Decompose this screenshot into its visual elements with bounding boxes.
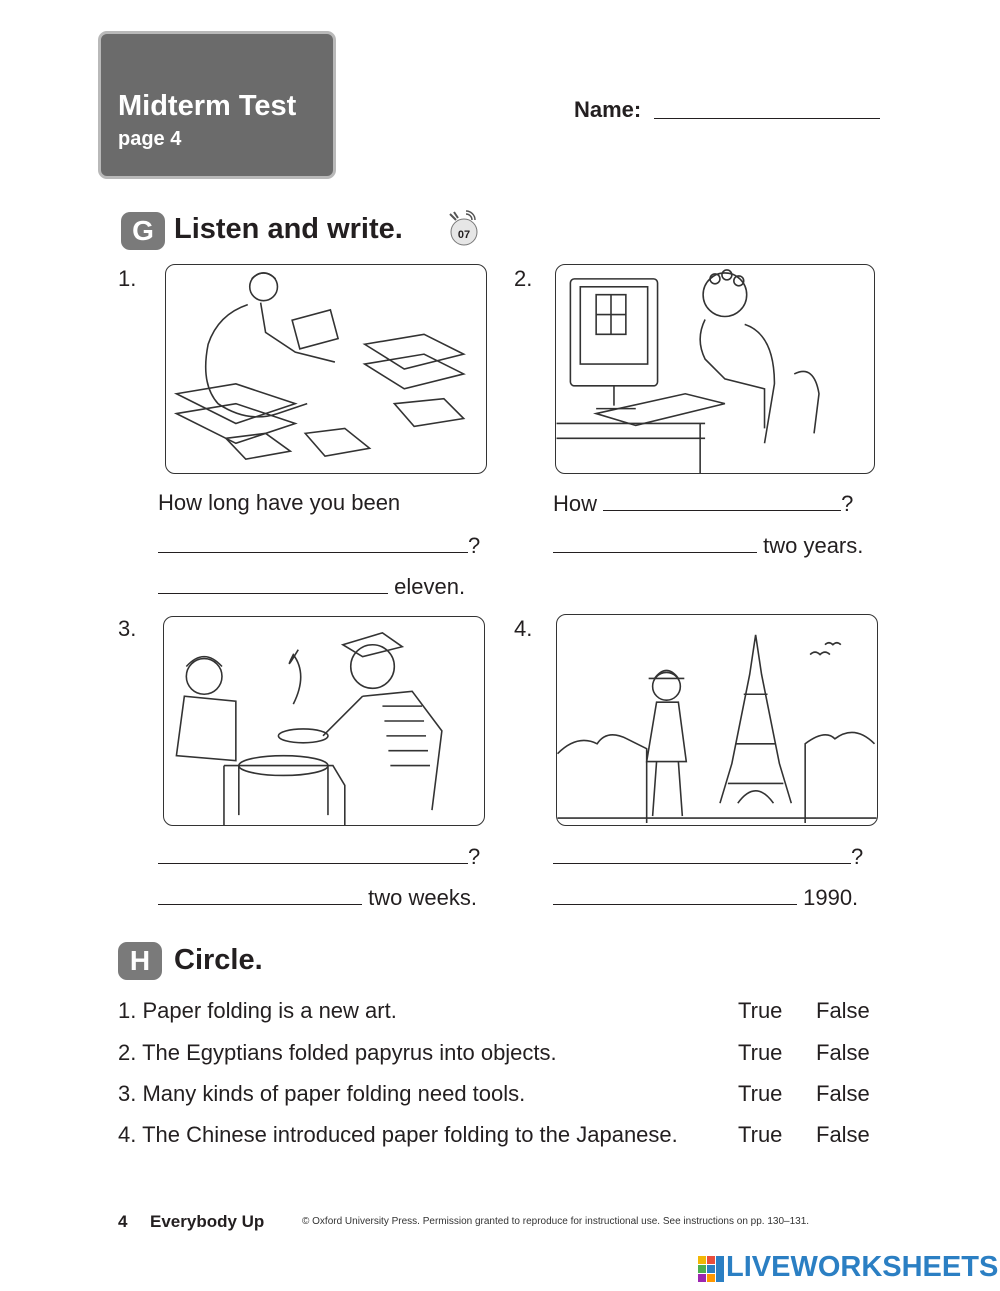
men-cooking-soup-picture [163, 616, 485, 826]
item-4-question-line [553, 843, 863, 870]
name-label: Name: [574, 97, 642, 122]
item-number: 2. [514, 266, 533, 291]
item-2-line-2-end: two years. [757, 533, 864, 558]
item-2-line-1-end: ? [841, 491, 854, 516]
answer-blank[interactable] [553, 843, 851, 864]
item-number: 1. [118, 266, 137, 291]
boy-reading-comics-picture [165, 264, 487, 474]
statement-2-true-option[interactable]: True [738, 1040, 783, 1065]
item-2-answer-line [553, 532, 863, 559]
item-4-answer-line [553, 884, 858, 911]
item-4-line-2-end: 1990. [797, 885, 859, 910]
answer-blank[interactable] [158, 573, 388, 594]
statement-1-false-option[interactable]: False [816, 998, 870, 1023]
audio-track-icon[interactable] [444, 210, 482, 246]
answer-blank[interactable] [158, 532, 468, 553]
item-1-answer-line-1 [158, 532, 480, 559]
footer-copyright: © Oxford University Press. Permission granted to reproduce for instructional use. See instructions on pp. 130–131. [302, 1216, 810, 1227]
item-1-line-2-end: ? [468, 533, 481, 558]
answer-blank[interactable] [158, 843, 468, 864]
answer-blank[interactable] [553, 532, 757, 553]
item-2-line-1-start: How [553, 491, 604, 516]
section-h-badge: H [118, 942, 162, 980]
section-h-title: Circle. [174, 944, 263, 976]
item-1-answer-line-2 [158, 573, 465, 600]
statement-3-true-option[interactable]: True [738, 1081, 783, 1106]
statement-1: 1. Paper folding is a new art. [118, 998, 397, 1023]
item-3-line-1-end: ? [468, 844, 481, 869]
item-number: 4. [514, 616, 533, 641]
statement-4: 4. The Chinese introduced paper folding to the Japanese. [118, 1122, 678, 1147]
statement-3: 3. Many kinds of paper folding need tools. [118, 1081, 526, 1106]
liveworksheets-wordmark[interactable]: LIVEWORKSHEETS [726, 1251, 999, 1283]
item-number: 3. [118, 616, 137, 641]
name-input-line[interactable] [654, 118, 880, 119]
item-3-question-line [158, 843, 480, 870]
item-4-line-1-end: ? [851, 844, 864, 869]
section-g-badge: G [121, 212, 165, 250]
test-title: Midterm Test [118, 90, 297, 122]
statement-4-false-option[interactable]: False [816, 1122, 870, 1147]
answer-blank[interactable] [553, 884, 797, 905]
footer-book-title: Everybody Up [150, 1212, 265, 1231]
statement-3-false-option[interactable]: False [816, 1081, 870, 1106]
item-1-prompt: How long have you been [158, 490, 401, 515]
statement-2: 2. The Egyptians folded papyrus into objects. [118, 1040, 557, 1065]
item-3-line-2-end: two weeks. [362, 885, 477, 910]
answer-blank[interactable] [603, 490, 841, 511]
item-1-line-3-end: eleven. [388, 574, 466, 599]
statement-4-true-option[interactable]: True [738, 1122, 783, 1147]
girl-at-computer-picture [555, 264, 875, 474]
answer-blank[interactable] [158, 884, 362, 905]
statement-2-false-option[interactable]: False [816, 1040, 870, 1065]
audio-track-number: 07 [457, 229, 471, 241]
liveworksheets-logo-icon [698, 1256, 724, 1282]
item-3-answer-line [158, 884, 477, 911]
woman-eiffel-tower-picture [556, 614, 878, 826]
item-2-question-line [553, 490, 853, 517]
test-page-label: page 4 [118, 128, 182, 150]
footer-page-number: 4 [118, 1212, 128, 1231]
statement-1-true-option[interactable]: True [738, 998, 783, 1023]
section-g-title: Listen and write. [174, 213, 403, 245]
